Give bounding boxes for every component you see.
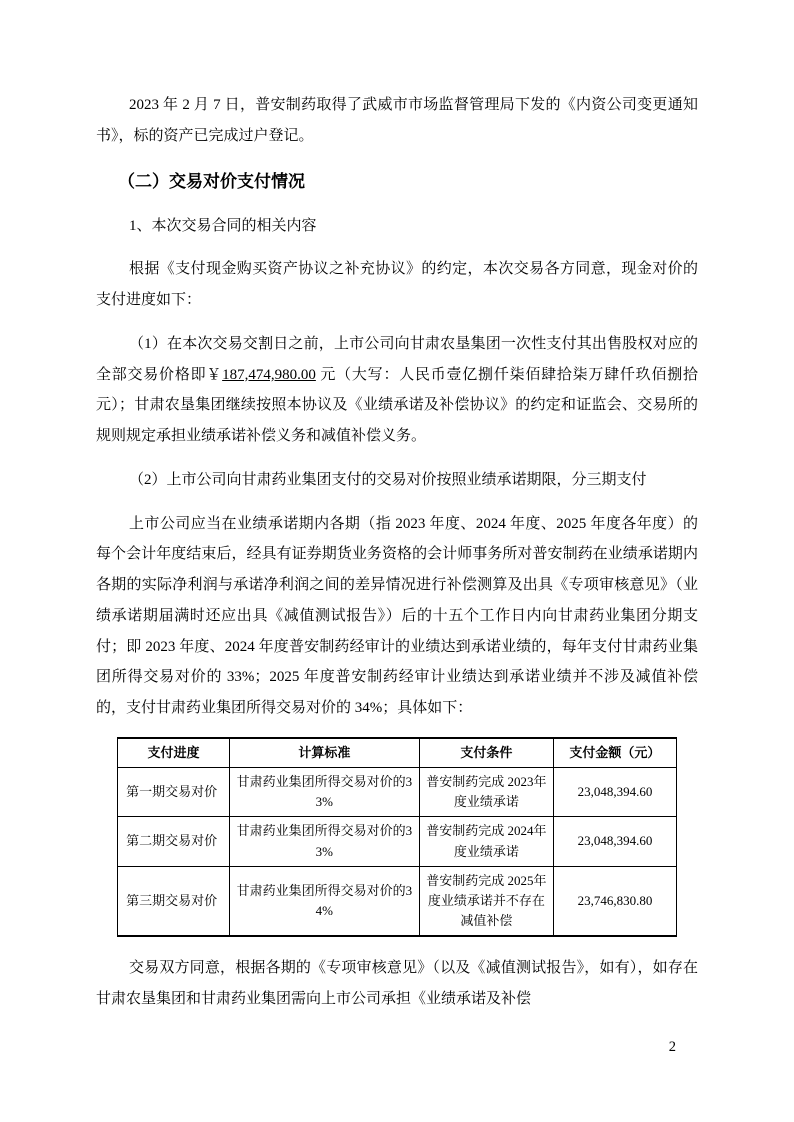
table-cell-condition: 普安制药完成 2023年度业绩承诺 [419, 768, 553, 817]
paragraph-payment2-text: （2）上市公司向甘肃药业集团支付的交易对价按照业绩承诺期限，分三期支付 [129, 471, 647, 488]
paragraph-closing [96, 953, 698, 1015]
table-cell-calculation: 甘肃药业集团所得交易对价的33% [229, 817, 419, 866]
table-cell-stage: 第三期交易对价 [118, 866, 230, 936]
table-cell-condition: 普安制药完成 2024年度业绩承诺 [419, 817, 553, 866]
section-heading: （二）交易对价支付情况 [118, 171, 305, 191]
paragraph-payment1-post: 元（大写：人民币壹亿捌仟柒佰肆拾柒万肆仟玖佰捌拾元）；甘肃农垦集团继续按照本协议及《业绩承诺及补偿协议》的约定和证监会、交易所的规则规定承担业绩承诺补偿义务和减值补偿义务。 [96, 366, 698, 445]
table-cell-calculation: 甘肃药业集团所得交易对价的33% [229, 768, 419, 817]
table-cell-condition: 普安制药完成 2025年度业绩承诺并不存在减值补偿 [419, 866, 553, 936]
table-header-stage: 支付进度 [118, 738, 230, 768]
paragraph-schedule-text: 上市公司应当在业绩承诺期内各期（指 2023 年度、2024 年度、2025 年度各年度）的每个会计年度结束后，经具有证券期货业务资格的会计师事务所对普安制药在业绩承诺期内各期的实际净利润与承诺净利润之间的差异情况进行补偿测算及出具《专项审核意见》（业绩承诺期届满时还应出具《减值测试报告》）后的十五个工作日内向甘肃药业集团分期支付；即 2023 年度、2024 年度普安制药经审计的业绩达到承诺业绩的，每年支付甘肃药业集团所得交易对价的 33%；2025 年度普安制药经审计业绩达到承诺业绩并不涉及减值补偿的，支付甘肃药业集团所得交易对价的 34%；具体如下： [96, 515, 698, 717]
paragraph-payment2 [96, 465, 698, 496]
table-row [118, 817, 677, 866]
table-cell-stage: 第二期交易对价 [118, 817, 230, 866]
paragraph-item1 [96, 211, 698, 242]
paragraph-item1-text: 1、本次交易合同的相关内容 [129, 217, 317, 234]
paragraph-payment1-pre: （1）在本次交易交割日之前，上市公司向甘肃农垦集团一次性支付其出售股权对应的全部交易价格即￥ [96, 335, 698, 383]
table-row [118, 768, 677, 817]
table-header-row [118, 738, 677, 768]
paragraph-agreement-text: 根据《支付现金购买资产协议之补充协议》的约定，本次交易各方同意，现金对价的支付进度如下： [96, 261, 698, 309]
table-cell-amount: 23,746,830.80 [553, 866, 676, 936]
table-header-amount: 支付金额（元） [553, 738, 676, 768]
paragraph-closing-text: 交易双方同意，根据各期的《专项审核意见》（以及《减值测试报告》，如有），如存在甘肃农垦集团和甘肃药业集团需向上市公司承担《业绩承诺及补偿 [96, 960, 698, 1007]
table-cell-amount: 23,048,394.60 [553, 768, 676, 817]
paragraph-agreement [96, 254, 698, 316]
table-header-calculation: 计算标准 [229, 738, 419, 768]
paragraph-schedule [96, 509, 698, 724]
payment1-amount: 187,474,980.00 [222, 366, 316, 383]
paragraph-payment1 [96, 329, 698, 452]
page-number: 2 [668, 1039, 676, 1055]
paragraph-registration [96, 90, 698, 152]
table-header-condition: 支付条件 [419, 738, 553, 768]
table-cell-stage: 第一期交易对价 [118, 768, 230, 817]
table-cell-amount: 23,048,394.60 [553, 817, 676, 866]
table-cell-calculation: 甘肃药业集团所得交易对价的34% [229, 866, 419, 936]
payment-schedule-table [117, 737, 677, 937]
table-row [118, 866, 677, 936]
paragraph-registration-text: 2023 年 2 月 7 日，普安制药取得了武威市市场监督管理局下发的《内资公司变更通知书》，标的资产已完成过户登记。 [96, 97, 698, 144]
